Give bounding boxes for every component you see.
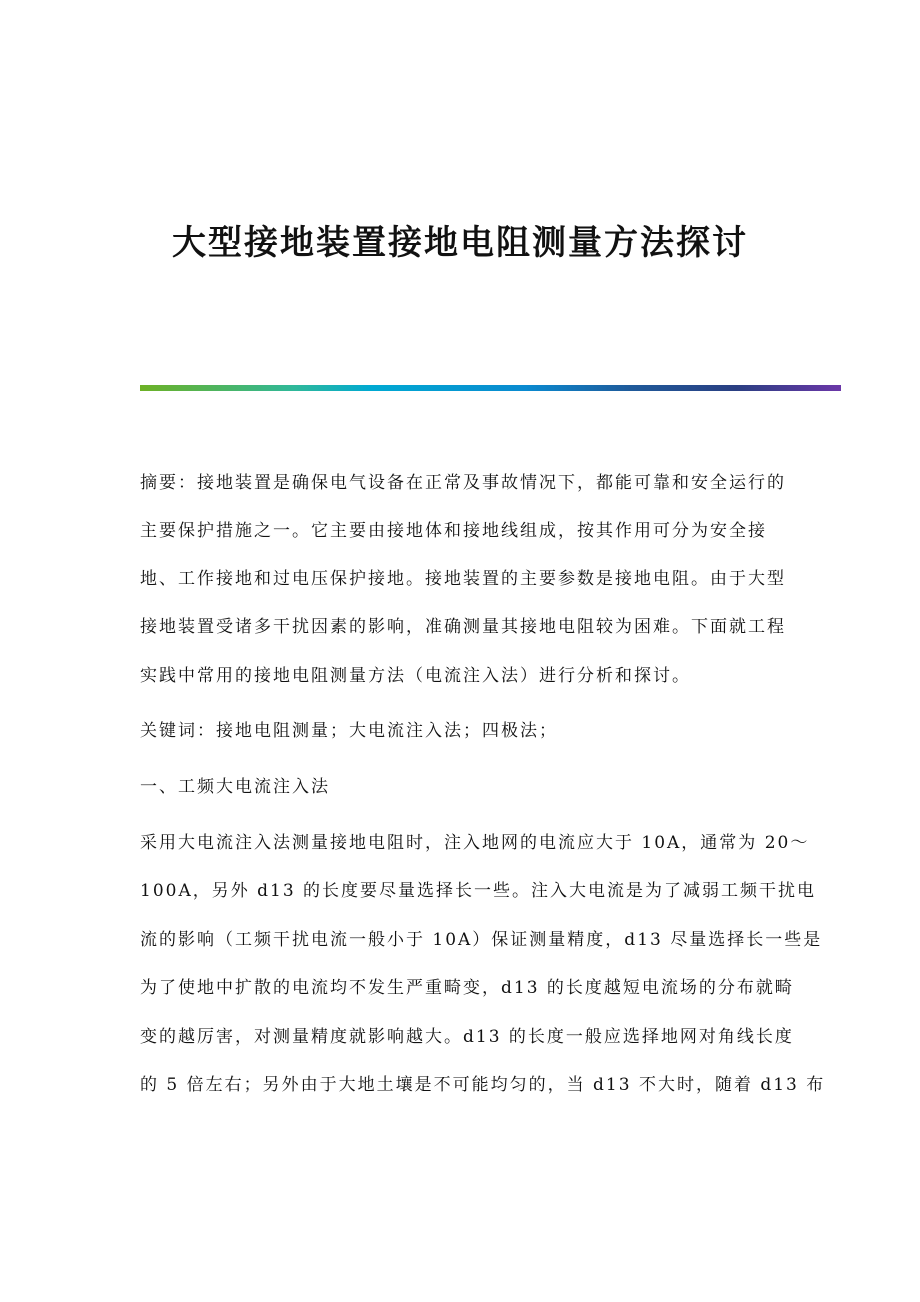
body-line: 变的越厉害，对测量精度就影响越大。d13 的长度一般应选择地网对角线长度 xyxy=(140,1027,794,1047)
abstract-line: 地、工作接地和过电压保护接地。接地装置的主要参数是接地电阻。由于大型 xyxy=(140,569,786,589)
abstract-line: 接地装置受诸多干扰因素的影响，准确测量其接地电阻较为困难。下面就工程 xyxy=(140,617,786,637)
body-line: 为了使地中扩散的电流均不发生严重畸变，d13 的长度越短电流场的分布就畸 xyxy=(140,978,794,998)
gradient-divider xyxy=(140,385,841,391)
body-line: 流的影响（工频干扰电流一般小于 10A）保证测量精度，d13 尽量选择长一些是 xyxy=(140,930,823,950)
abstract-line: 实践中常用的接地电阻测量方法（电流注入法）进行分析和探讨。 xyxy=(140,666,691,686)
abstract-line: 摘要：接地装置是确保电气设备在正常及事故情况下，都能可靠和安全运行的 xyxy=(140,473,786,493)
section-heading: 一、工频大电流注入法 xyxy=(140,777,330,797)
body-line: 的 5 倍左右；另外由于大地土壤是不可能均匀的，当 d13 不大时，随着 d13 布 xyxy=(140,1075,826,1095)
document-title: 大型接地装置接地电阻测量方法探讨 xyxy=(172,223,748,263)
body-line: 采用大电流注入法测量接地电阻时，注入地网的电流应大于 10A，通常为 20～ xyxy=(140,833,810,853)
body-line: 100A，另外 d13 的长度要尽量选择长一些。注入大电流是为了减弱工频干扰电 xyxy=(140,881,817,901)
keywords: 关键词：接地电阻测量；大电流注入法；四极法； xyxy=(140,721,558,741)
abstract-line: 主要保护措施之一。它主要由接地体和接地线组成，按其作用可分为安全接 xyxy=(140,521,767,541)
